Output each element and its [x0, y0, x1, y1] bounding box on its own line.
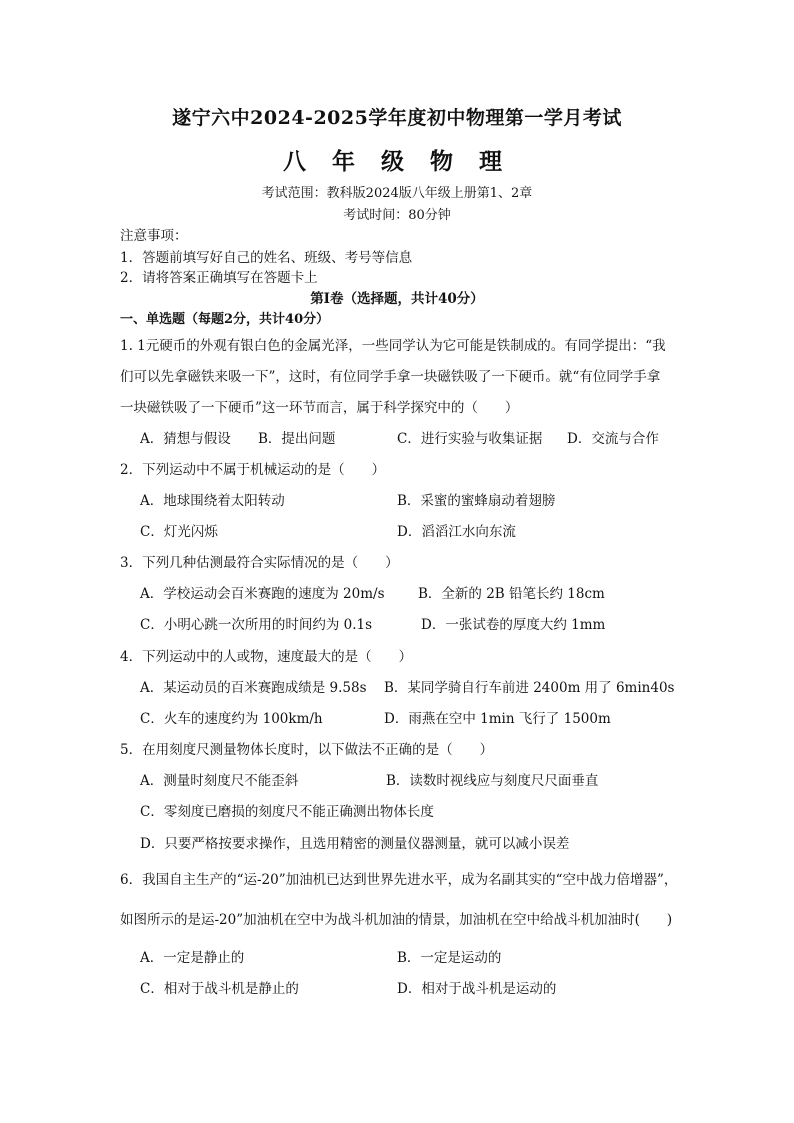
question-2-option-a: A．地球围绕着太阳转动 — [140, 493, 285, 509]
question-3-option-d: D．一张试卷的厚度大约 1mm — [421, 617, 606, 633]
question-6-line: 如图所示的是运-20”加油机在空中为战斗机加油的情景，加油机在空中给战斗机加油时( ) — [120, 912, 673, 928]
question-1-line: 们可以先拿磁铁来吸一下”，这时，有位同学手拿一块磁铁吸了一下硬币。就“有位同学手拿 — [120, 369, 661, 385]
question-1-option-b: B．提出问题 — [258, 431, 336, 447]
question-2-option-b: B．采蜜的蜜蜂扇动着翅膀 — [397, 493, 556, 509]
question-5-option-d: D．只要严格按要求操作，且选用精密的测量仪器测量，就可以减小误差 — [140, 836, 570, 852]
question-4-option-a: A．某运动员的百米赛跑成绩是 9.58s — [140, 680, 367, 696]
question-4-option-c: C．火车的速度约为 100km/h — [140, 711, 323, 727]
question-2-option-c: C．灯光闪烁 — [140, 524, 218, 540]
question-3-option-b: B．全新的 2B 铅笔长约 18cm — [418, 586, 605, 602]
question-1-option-c: C．进行实验与收集证据 — [397, 431, 543, 447]
question-5-option-b: B．读数时视线应与刻度尺尺面垂直 — [386, 773, 599, 789]
question-1-option-d: D．交流与合作 — [567, 431, 659, 447]
question-5-stem: 5．在用刻度尺测量物体长度时，以下做法不正确的是（ ） — [120, 742, 494, 758]
exam-time: 考试时间：80分钟 — [343, 208, 451, 223]
question-3-option-a: A．学校运动会百米赛跑的速度为 20m/s — [140, 586, 385, 602]
exam-title: 遂宁六中2024-2025学年度初中物理第一学月考试 — [172, 107, 622, 129]
question-2-stem: 2．下列运动中不属于机械运动的是（ ） — [120, 462, 386, 478]
question-2-option-d: D．滔滔江水向东流 — [397, 524, 516, 540]
question-3-stem: 3．下列几种估测最符合实际情况的是（ ） — [120, 555, 399, 571]
question-1-line: 1. 1元硬币的外观有银白色的金属光泽，一些同学认为它可能是铁制成的。有同学提出：“我 — [120, 338, 666, 354]
section-title: 一、单选题（每题2分，共计40分） — [120, 312, 330, 327]
note-item: 1．答题前填写好自己的姓名、班级、考号等信息 — [120, 250, 413, 266]
question-6-option-a: A．一定是静止的 — [140, 950, 245, 966]
question-3-option-c: C．小明心跳一次所用的时间约为 0.1s — [140, 617, 373, 633]
question-5-option-c: C．零刻度已磨损的刻度尺不能正确测出物体长度 — [140, 804, 434, 820]
notes-heading: 注意事项： — [120, 228, 188, 244]
subject-title: 八 年 级 物 理 — [282, 148, 512, 175]
question-6-option-c: C．相对于战斗机是静止的 — [140, 981, 299, 997]
question-5-option-a: A．测量时刻度尺不能歪斜 — [140, 773, 299, 789]
question-1-line: 一块磁铁吸了一下硬币”这一环节而言，属于科学探究中的（ ） — [120, 400, 519, 416]
note-item: 2．请将答案正确填写在答题卡上 — [120, 270, 318, 286]
question-4-stem: 4．下列运动中的人或物，速度最大的是（ ） — [120, 649, 413, 665]
exam-scope: 考试范围：教科版2024版八年级上册第1、2章 — [261, 186, 533, 201]
question-6-line: 6．我国自主生产的“运-20”加油机已达到世界先进水平，成为名副其实的“空中战力倍增器”， — [120, 872, 678, 888]
question-6-option-d: D．相对于战斗机是运动的 — [397, 981, 557, 997]
question-4-option-b: B．某同学骑自行车前进 2400m 用了 6min40s — [384, 680, 675, 696]
question-6-option-b: B．一定是运动的 — [397, 950, 502, 966]
question-1-option-a: A．猜想与假设 — [140, 431, 231, 447]
part-title: 第I卷（选择题，共计40分） — [310, 291, 484, 307]
question-4-option-d: D．雨燕在空中 1min 飞行了 1500m — [384, 711, 611, 727]
